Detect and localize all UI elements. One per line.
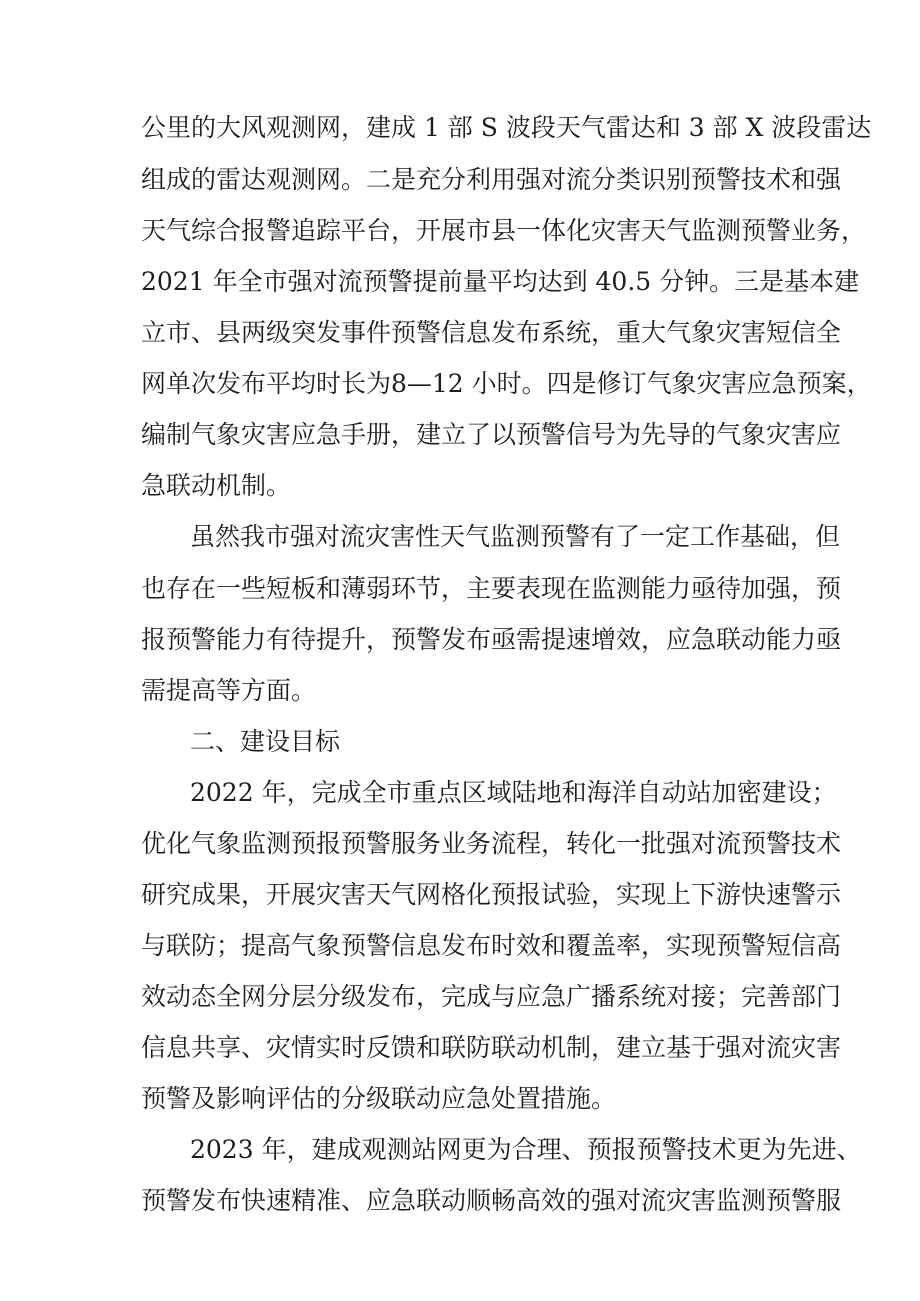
text-line-3: 天气综合报警追踪平台，开展市县一体化灾害天气监测预警业务，	[141, 216, 867, 245]
text-line-4: 2021 年全市强对流预警提前量平均达到 40.5 分钟。三是基本建	[141, 267, 860, 296]
text-line-10: 也存在一些短板和薄弱环节，主要表现在监测能力亟待加强，预	[141, 574, 842, 603]
text-line-16: 研究成果，开展灾害天气网格化预报试验，实现上下游快速警示	[141, 880, 842, 909]
text-line-15: 优化气象监测预报预警服务业务流程，转化一批强对流预警技术	[141, 829, 842, 858]
text-line-18: 效动态全网分层分级发布，完成与应急广播系统对接；完善部门	[141, 982, 842, 1011]
text-line-20: 预警及影响评估的分级联动应急处置措施。	[141, 1084, 617, 1113]
text-line-6: 网单次发布平均时长为8—12 小时。四是修订气象灾害应急预案，	[141, 369, 872, 398]
text-line-21: 2023 年，建成观测站网更为合理、预报预警技术更为先进、	[190, 1135, 862, 1164]
text-line-12: 需提高等方面。	[141, 676, 317, 705]
text-line-2: 组成的雷达观测网。二是充分利用强对流分类识别预警技术和强	[141, 165, 842, 194]
text-line-7: 编制气象灾害应急手册，建立了以预警信号为先导的气象灾害应	[141, 420, 842, 449]
text-line-14: 2022 年，完成全市重点区域陆地和海洋自动站加密建设；	[190, 778, 837, 807]
text-line-11: 报预警能力有待提升，预警发布亟需提速增效，应急联动能力亟	[141, 625, 842, 654]
text-line-9: 虽然我市强对流灾害性天气监测预警有了一定工作基础，但	[190, 522, 841, 551]
section-heading: 二、建设目标	[190, 727, 341, 756]
text-line-17: 与联防；提高气象预警信息发布时效和覆盖率，实现预警短信高	[141, 931, 842, 960]
text-line-19: 信息共享、灾情实时反馈和联防联动机制，建立基于强对流灾害	[141, 1033, 842, 1062]
text-line-8: 急联动机制。	[141, 471, 292, 500]
text-line-22: 预警发布快速精准、应急联动顺畅高效的强对流灾害监测预警服	[141, 1186, 842, 1215]
text-line-5: 立市、县两级突发事件预警信息发布系统，重大气象灾害短信全	[141, 318, 842, 347]
text-line-1: 公里的大风观测网，建成 1 部 S 波段天气雷达和 3 部 X 波段雷达	[141, 113, 872, 142]
